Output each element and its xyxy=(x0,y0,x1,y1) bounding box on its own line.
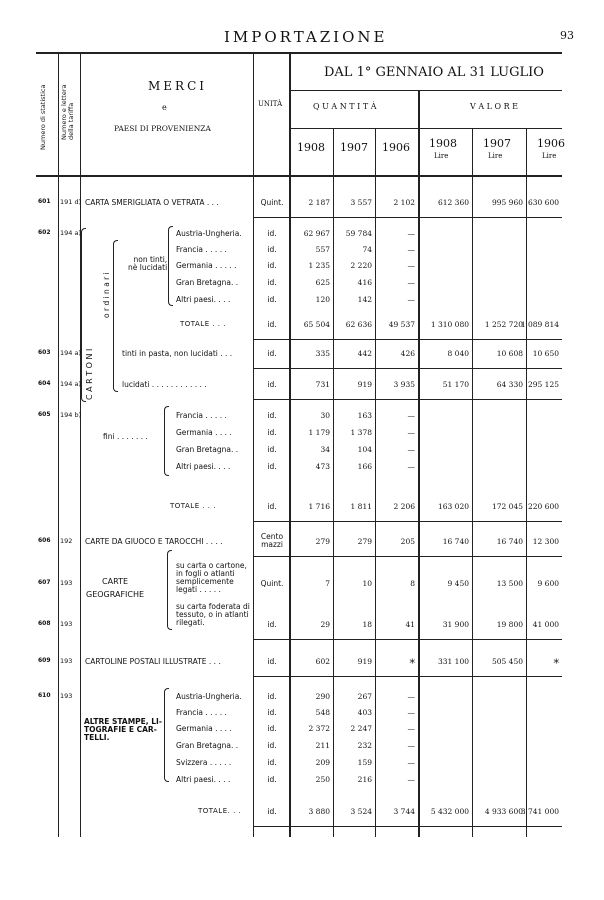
row-quantity-1906: 426 xyxy=(400,349,415,358)
row-quantity-1908: 473 xyxy=(315,462,330,471)
row-stat-number: 610 xyxy=(38,692,51,699)
row-name: Altri paesi. . . . xyxy=(176,776,231,784)
row-name: Gran Bretagna. . xyxy=(176,446,239,454)
row-name: su carta o cartone, in fogli o atlanti semplicemente legati . . . . . xyxy=(176,561,247,594)
header-q1906: 1906 xyxy=(382,141,410,154)
row-quantity-1906: — xyxy=(407,741,415,750)
row-quantity-1906: 8 xyxy=(410,579,415,588)
row-unit: id. xyxy=(267,462,277,471)
row-value-1906: 295 125 xyxy=(527,380,559,389)
row-quantity-1907: 104 xyxy=(357,445,372,454)
row-total-label: TOTALE . . . xyxy=(180,321,226,328)
row-separator xyxy=(253,399,562,400)
row-unit: id. xyxy=(267,380,277,389)
header-period: DAL 1° GENNAIO AL 31 LUGLIO xyxy=(324,65,544,80)
row-quantity-1906: — xyxy=(407,692,415,701)
brace-carte-geo xyxy=(167,550,172,630)
row-quantity-1908: 1 235 xyxy=(308,261,330,270)
row-quantity-1908: 548 xyxy=(315,708,330,717)
row-quantity-1906: — xyxy=(407,229,415,238)
row-name: Germania . . . . xyxy=(176,725,232,733)
row-quantity-1906: 2 102 xyxy=(393,198,415,207)
row-quantity-1907: 216 xyxy=(357,775,372,784)
row-quantity-1906: 205 xyxy=(400,537,415,546)
row-tariff-number: 191 d) xyxy=(60,198,82,206)
group-ordinari: o r d i n a r i xyxy=(102,272,111,318)
row-name: Germania . . . . . xyxy=(176,262,237,270)
row-quantity-1907: 159 xyxy=(357,758,372,767)
row-value-1906: 3 741 000 xyxy=(520,807,559,816)
row-unit: id. xyxy=(267,349,277,358)
row-unit: Quint. xyxy=(260,579,284,588)
col-rule-1 xyxy=(58,52,59,837)
row-quantity-1908: 1 716 xyxy=(308,502,330,511)
brace-ordinari xyxy=(113,240,118,392)
row-quantity-1908: 211 xyxy=(315,741,330,750)
row-separator xyxy=(253,639,562,640)
row-unit: id. xyxy=(267,620,277,629)
row-quantity-1906: — xyxy=(407,462,415,471)
row-value-1907: 16 740 xyxy=(496,537,523,546)
row-tariff-number: 194 a) xyxy=(60,229,81,237)
group-cartoni: C A R T O N I xyxy=(85,348,94,400)
row-quantity-1906: — xyxy=(407,295,415,304)
row-quantity-1907: 279 xyxy=(357,537,372,546)
row-quantity-1907: 74 xyxy=(362,245,372,254)
row-name: Gran Bretagna. . xyxy=(176,279,239,287)
row-unit: id. xyxy=(267,428,277,437)
header-valore: V A L O R E xyxy=(470,102,519,111)
col-rule-3 xyxy=(253,52,254,837)
row-separator xyxy=(253,217,562,218)
row-value-1907: 995 960 xyxy=(491,198,523,207)
row-quantity-1906: 49 537 xyxy=(388,320,415,329)
header-paesi: PAESI DI PROVENIENZA xyxy=(114,124,211,133)
header-q1908: 1908 xyxy=(297,141,325,154)
row-unit: id. xyxy=(267,775,277,784)
row-quantity-1907: 416 xyxy=(357,278,372,287)
row-quantity-1907: 2 247 xyxy=(350,724,372,733)
row-tariff-number: 194 a) xyxy=(60,380,81,388)
row-stat-number: 606 xyxy=(38,537,51,544)
col-rule-9 xyxy=(526,128,527,837)
page-number: 93 xyxy=(560,29,574,42)
row-unit: id. xyxy=(267,445,277,454)
row-quantity-1907: 1 811 xyxy=(350,502,372,511)
row-unit: id. xyxy=(267,411,277,420)
row-quantity-1907: 3 557 xyxy=(350,198,372,207)
row-quantity-1908: 30 xyxy=(320,411,330,420)
row-total-label: TOTALE. . . xyxy=(198,808,242,815)
row-quantity-1907: 232 xyxy=(357,741,372,750)
row-name: Francia . . . . . xyxy=(176,246,227,254)
row-total-label: TOTALE . . . xyxy=(170,503,216,510)
row-quantity-1907: 62 636 xyxy=(345,320,372,329)
row-tariff-number: 193 xyxy=(60,579,73,587)
row-unit: id. xyxy=(267,502,277,511)
row-name: su carta foderata di tessuto, o in atlanti rilegati. xyxy=(176,602,250,627)
row-tariff-number: 194 a) xyxy=(60,349,81,357)
col-rule-2 xyxy=(80,52,81,837)
row-name: CARTE DA GIUOCO E TAROCCHI . . . . xyxy=(85,538,223,546)
row-quantity-1906: * xyxy=(409,657,415,670)
row-value-1908: 1 310 080 xyxy=(430,320,469,329)
group-fini: fini . . . . . . . xyxy=(103,432,148,441)
row-stat-number: 602 xyxy=(38,229,51,236)
row-value-1907: 19 800 xyxy=(496,620,523,629)
row-separator xyxy=(253,556,562,557)
row-quantity-1908: 279 xyxy=(315,537,330,546)
row-value-1906: 12 300 xyxy=(532,537,559,546)
row-name: CARTOLINE POSTALI ILLUSTRATE . . . xyxy=(85,658,221,666)
header-rule-years xyxy=(289,128,562,129)
row-value-1907: 13 500 xyxy=(496,579,523,588)
row-quantity-1908: 557 xyxy=(315,245,330,254)
col-rule-4 xyxy=(289,52,291,837)
row-separator xyxy=(253,676,562,677)
row-unit: id. xyxy=(267,657,277,666)
row-value-1908: 331 100 xyxy=(437,657,469,666)
row-stat-number: 604 xyxy=(38,380,51,387)
row-value-1907: 172 045 xyxy=(491,502,523,511)
row-quantity-1908: 34 xyxy=(320,445,330,454)
row-unit: id. xyxy=(267,807,277,816)
brace-fini xyxy=(164,406,169,476)
row-value-1906: 630 600 xyxy=(527,198,559,207)
row-quantity-1908: 1 179 xyxy=(308,428,330,437)
row-quantity-1908: 250 xyxy=(315,775,330,784)
row-stat-number: 609 xyxy=(38,657,51,664)
header-num-stat: Numero di statistica xyxy=(39,84,47,150)
header-rule-period xyxy=(289,90,562,91)
row-name: Francia . . . . . xyxy=(176,709,227,717)
row-separator xyxy=(253,368,562,369)
row-quantity-1906: 41 xyxy=(405,620,415,629)
row-quantity-1907: 919 xyxy=(357,380,372,389)
brace-non-tinti xyxy=(168,226,173,306)
row-value-1906: 41 000 xyxy=(532,620,559,629)
row-quantity-1906: — xyxy=(407,758,415,767)
row-quantity-1908: 3 880 xyxy=(308,807,330,816)
row-quantity-1906: — xyxy=(407,245,415,254)
row-quantity-1906: 2 206 xyxy=(393,502,415,511)
row-unit: id. xyxy=(267,708,277,717)
row-quantity-1907: 403 xyxy=(357,708,372,717)
row-quantity-1908: 731 xyxy=(315,380,330,389)
row-quantity-1908: 62 967 xyxy=(303,229,330,238)
row-unit: id. xyxy=(267,278,277,287)
row-unit: id. xyxy=(267,229,277,238)
row-unit: id. xyxy=(267,741,277,750)
row-quantity-1907: 142 xyxy=(357,295,372,304)
row-unit: Quint. xyxy=(260,198,284,207)
row-quantity-1907: 2 220 xyxy=(350,261,372,270)
row-quantity-1907: 18 xyxy=(362,620,372,629)
row-value-1908: 612 360 xyxy=(437,198,469,207)
row-value-1908: 9 450 xyxy=(447,579,469,588)
row-quantity-1907: 166 xyxy=(357,462,372,471)
row-quantity-1906: 3 935 xyxy=(393,380,415,389)
row-unit: id. xyxy=(267,245,277,254)
row-quantity-1908: 209 xyxy=(315,758,330,767)
row-tariff-number: 193 xyxy=(60,620,73,628)
header-v1908: 1908 xyxy=(429,137,457,150)
row-stat-number: 607 xyxy=(38,579,51,586)
row-quantity-1907: 442 xyxy=(357,349,372,358)
row-name: Austria-Ungheria. xyxy=(176,693,242,701)
row-quantity-1906: — xyxy=(407,708,415,717)
row-quantity-1906: — xyxy=(407,261,415,270)
row-stat-number: 608 xyxy=(38,620,51,627)
row-quantity-1907: 919 xyxy=(357,657,372,666)
group-non-tinti: non tinti, nè lucidati xyxy=(128,255,168,273)
row-tariff-number: 193 xyxy=(60,657,73,665)
row-quantity-1907: 10 xyxy=(362,579,372,588)
row-quantity-1906: 3 744 xyxy=(393,807,415,816)
header-lire-1: Lire xyxy=(434,152,449,160)
row-quantity-1906: — xyxy=(407,428,415,437)
row-name: tinti in pasta, non lucidati . . . xyxy=(122,350,233,358)
row-quantity-1908: 65 504 xyxy=(303,320,330,329)
row-value-1908: 5 432 000 xyxy=(430,807,469,816)
row-value-1906: 1 089 814 xyxy=(520,320,559,329)
row-unit: id. xyxy=(267,758,277,767)
row-quantity-1907: 267 xyxy=(357,692,372,701)
row-quantity-1906: — xyxy=(407,724,415,733)
page-title: IMPORTAZIONE xyxy=(224,28,388,46)
row-quantity-1908: 290 xyxy=(315,692,330,701)
row-value-1906: 220 600 xyxy=(527,502,559,511)
brace-altre-stampe xyxy=(164,688,169,782)
row-name: CARTA SMERIGLIATA O VETRATA . . . xyxy=(85,199,219,207)
row-value-1908: 16 740 xyxy=(442,537,469,546)
header-bottom-rule xyxy=(36,175,562,177)
row-value-1907: 4 933 600 xyxy=(484,807,523,816)
header-num-tariffa: Numero e lettera della tariffa xyxy=(60,84,76,140)
header-merci: MERCI xyxy=(148,79,208,93)
row-quantity-1908: 120 xyxy=(315,295,330,304)
row-quantity-1907: 1 378 xyxy=(350,428,372,437)
row-quantity-1906: — xyxy=(407,278,415,287)
row-value-1908: 51 170 xyxy=(442,380,469,389)
row-tariff-number: 192 xyxy=(60,537,73,545)
row-quantity-1908: 2 187 xyxy=(308,198,330,207)
header-q1907: 1907 xyxy=(340,141,368,154)
row-value-1906: 9 600 xyxy=(537,579,559,588)
group-altre-stampe: ALTRE STAMPE, LI- TOGRAFIE E CAR- TELLI. xyxy=(84,717,162,742)
row-value-1908: 163 020 xyxy=(437,502,469,511)
row-value-1906: 10 650 xyxy=(532,349,559,358)
row-tariff-number: 193 xyxy=(60,692,73,700)
header-e: e xyxy=(162,103,167,112)
row-unit: id. xyxy=(267,692,277,701)
row-name: Austria-Ungheria. xyxy=(176,230,242,238)
row-separator xyxy=(253,826,562,827)
row-quantity-1908: 335 xyxy=(315,349,330,358)
header-lire-3: Lire xyxy=(542,152,557,160)
row-unit: id. xyxy=(267,295,277,304)
row-value-1907: 64 330 xyxy=(496,380,523,389)
row-unit: id. xyxy=(267,320,277,329)
table-top-rule xyxy=(36,52,562,54)
row-separator xyxy=(253,521,562,522)
row-value-1908: 31 900 xyxy=(442,620,469,629)
row-name: Altri paesi. . . . xyxy=(176,296,231,304)
row-value-1907: 10 608 xyxy=(496,349,523,358)
row-quantity-1908: 29 xyxy=(320,620,330,629)
col-rule-8 xyxy=(472,128,473,837)
row-quantity-1907: 3 524 xyxy=(350,807,372,816)
row-quantity-1906: — xyxy=(407,775,415,784)
row-separator xyxy=(253,339,562,340)
row-quantity-1908: 2 372 xyxy=(308,724,330,733)
header-unita: UNITÀ xyxy=(258,100,283,108)
row-quantity-1907: 163 xyxy=(357,411,372,420)
brace-cartoni xyxy=(81,228,86,402)
row-quantity-1906: — xyxy=(407,445,415,454)
row-unit: id. xyxy=(267,261,277,270)
row-stat-number: 601 xyxy=(38,198,51,205)
row-quantity-1907: 59 784 xyxy=(345,229,372,238)
row-name: Svizzera . . . . . xyxy=(176,759,232,767)
row-unit: Cento mazzi xyxy=(260,532,284,549)
row-tariff-number: 194 b) xyxy=(60,411,82,419)
header-lire-2: Lire xyxy=(488,152,503,160)
row-stat-number: 605 xyxy=(38,411,51,418)
row-value-1908: 8 040 xyxy=(447,349,469,358)
row-value-1906: * xyxy=(553,657,559,670)
header-v1907: 1907 xyxy=(483,137,511,150)
header-v1906: 1906 xyxy=(537,137,565,150)
row-name: Francia . . . . . xyxy=(176,412,227,420)
row-unit: id. xyxy=(267,724,277,733)
row-quantity-1908: 7 xyxy=(325,579,330,588)
row-value-1907: 1 252 720 xyxy=(484,320,523,329)
row-name: Altri paesi. . . . xyxy=(176,463,231,471)
row-quantity-1906: — xyxy=(407,411,415,420)
row-name: Germania . . . . xyxy=(176,429,232,437)
row-quantity-1908: 625 xyxy=(315,278,330,287)
row-value-1907: 505 450 xyxy=(491,657,523,666)
row-stat-number: 603 xyxy=(38,349,51,356)
row-name: Gran Bretagna. . xyxy=(176,742,239,750)
header-quantita: Q U A N T I T À xyxy=(313,102,377,111)
row-quantity-1908: 602 xyxy=(315,657,330,666)
group-carte-geo: CARTE GEOGRAFICHE xyxy=(86,577,145,599)
row-name: lucidati . . . . . . . . . . . . xyxy=(122,381,207,389)
